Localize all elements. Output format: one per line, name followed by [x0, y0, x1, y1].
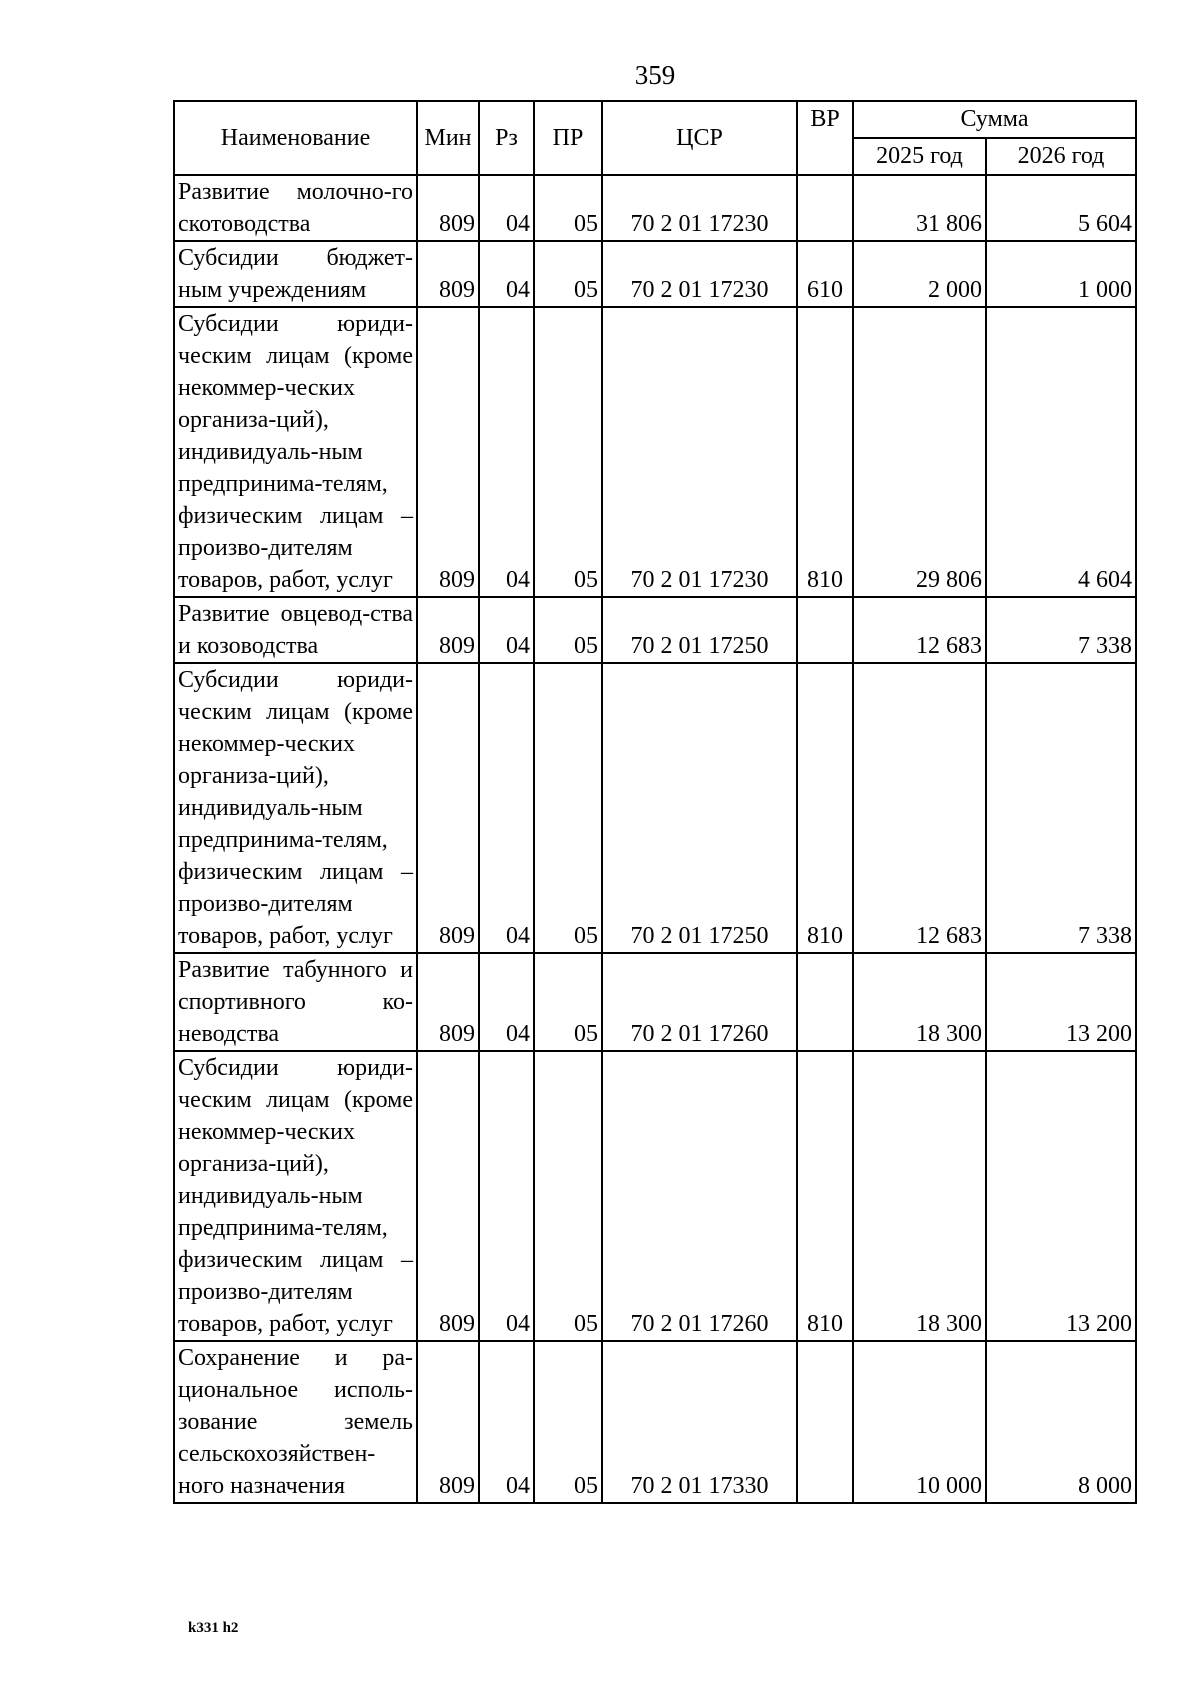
cell-min: 809	[417, 175, 479, 241]
cell-pr: 05	[534, 1341, 602, 1503]
cell-2025: 12 683	[853, 663, 986, 953]
cell-csr: 70 2 01 17260	[602, 953, 797, 1051]
cell-name: Субсидии бюджет-ным учреждениям	[174, 241, 417, 307]
cell-2025: 2 000	[853, 241, 986, 307]
cell-2025: 18 300	[853, 953, 986, 1051]
cell-name: Субсидии юриди-ческим лицам (кроме некоммер-ческих организа-ций), индивидуаль-ным предпринима-телям, физическим лицам – произво-дителям товаров, работ, услуг	[174, 1051, 417, 1341]
header-vr: ВР	[797, 101, 853, 175]
cell-pr: 05	[534, 241, 602, 307]
header-name: Наименование	[174, 101, 417, 175]
cell-pr: 05	[534, 597, 602, 663]
cell-rz: 04	[479, 953, 534, 1051]
cell-rz: 04	[479, 663, 534, 953]
cell-min: 809	[417, 1051, 479, 1341]
cell-2025: 18 300	[853, 1051, 986, 1341]
cell-vr: 610	[797, 241, 853, 307]
cell-pr: 05	[534, 307, 602, 597]
cell-2025: 31 806	[853, 175, 986, 241]
cell-min: 809	[417, 953, 479, 1051]
cell-csr: 70 2 01 17230	[602, 175, 797, 241]
table-row	[174, 663, 1136, 953]
cell-name: Развитие молочно-го скотоводства	[174, 175, 417, 241]
cell-csr: 70 2 01 17250	[602, 663, 797, 953]
cell-name: Субсидии юриди-ческим лицам (кроме некоммер-ческих организа-ций), индивидуаль-ным предпринима-телям, физическим лицам – произво-дителям товаров, работ, услуг	[174, 307, 417, 597]
table-row	[174, 953, 1136, 1051]
cell-min: 809	[417, 241, 479, 307]
table-row	[174, 241, 1136, 307]
cell-rz: 04	[479, 597, 534, 663]
cell-min: 809	[417, 307, 479, 597]
cell-pr: 05	[534, 175, 602, 241]
cell-csr: 70 2 01 17230	[602, 241, 797, 307]
cell-2026: 4 604	[986, 307, 1136, 597]
cell-name: Субсидии юриди-ческим лицам (кроме некоммер-ческих организа-ций), индивидуаль-ным предпринима-телям, физическим лицам – произво-дителям товаров, работ, услуг	[174, 663, 417, 953]
header-year-2026: 2026 год	[986, 138, 1136, 175]
table-row	[174, 597, 1136, 663]
cell-min: 809	[417, 663, 479, 953]
cell-min: 809	[417, 1341, 479, 1503]
cell-vr	[797, 175, 853, 241]
cell-name: Сохранение и ра-циональное исполь-зование земель сельскохозяйствен-ного назначения	[174, 1341, 417, 1503]
cell-csr: 70 2 01 17250	[602, 597, 797, 663]
cell-2026: 7 338	[986, 663, 1136, 953]
cell-2026: 8 000	[986, 1341, 1136, 1503]
header-min: Мин	[417, 101, 479, 175]
cell-pr: 05	[534, 1051, 602, 1341]
cell-2025: 29 806	[853, 307, 986, 597]
cell-2026: 7 338	[986, 597, 1136, 663]
cell-pr: 05	[534, 663, 602, 953]
budget-table	[173, 100, 1137, 1504]
header-pr: ПР	[534, 101, 602, 175]
table-row	[174, 175, 1136, 241]
cell-2026: 13 200	[986, 953, 1136, 1051]
cell-vr: 810	[797, 663, 853, 953]
cell-rz: 04	[479, 307, 534, 597]
cell-rz: 04	[479, 175, 534, 241]
cell-csr: 70 2 01 17230	[602, 307, 797, 597]
cell-rz: 04	[479, 1341, 534, 1503]
table-row	[174, 1051, 1136, 1341]
cell-rz: 04	[479, 1051, 534, 1341]
footer-code: k331 h2	[188, 1620, 239, 1636]
header-year-2025: 2025 год	[853, 138, 986, 175]
cell-2026: 1 000	[986, 241, 1136, 307]
cell-vr	[797, 953, 853, 1051]
cell-2026: 13 200	[986, 1051, 1136, 1341]
cell-pr: 05	[534, 953, 602, 1051]
header-csr: ЦСР	[602, 101, 797, 175]
table-body	[174, 175, 1136, 1503]
header-row	[174, 101, 1136, 138]
cell-2026: 5 604	[986, 175, 1136, 241]
header-rz: Рз	[479, 101, 534, 175]
cell-2025: 12 683	[853, 597, 986, 663]
cell-csr: 70 2 01 17260	[602, 1051, 797, 1341]
cell-vr: 810	[797, 307, 853, 597]
page-number: 359	[634, 60, 676, 90]
table-row	[174, 1341, 1136, 1503]
cell-name: Развитие овцевод-ства и козоводства	[174, 597, 417, 663]
table-row	[174, 307, 1136, 597]
cell-vr	[797, 597, 853, 663]
cell-vr	[797, 1341, 853, 1503]
cell-name: Развитие табунного и спортивного ко-неводства	[174, 953, 417, 1051]
header-sum: Сумма	[853, 101, 1136, 138]
cell-vr: 810	[797, 1051, 853, 1341]
cell-rz: 04	[479, 241, 534, 307]
cell-min: 809	[417, 597, 479, 663]
cell-2025: 10 000	[853, 1341, 986, 1503]
cell-csr: 70 2 01 17330	[602, 1341, 797, 1503]
